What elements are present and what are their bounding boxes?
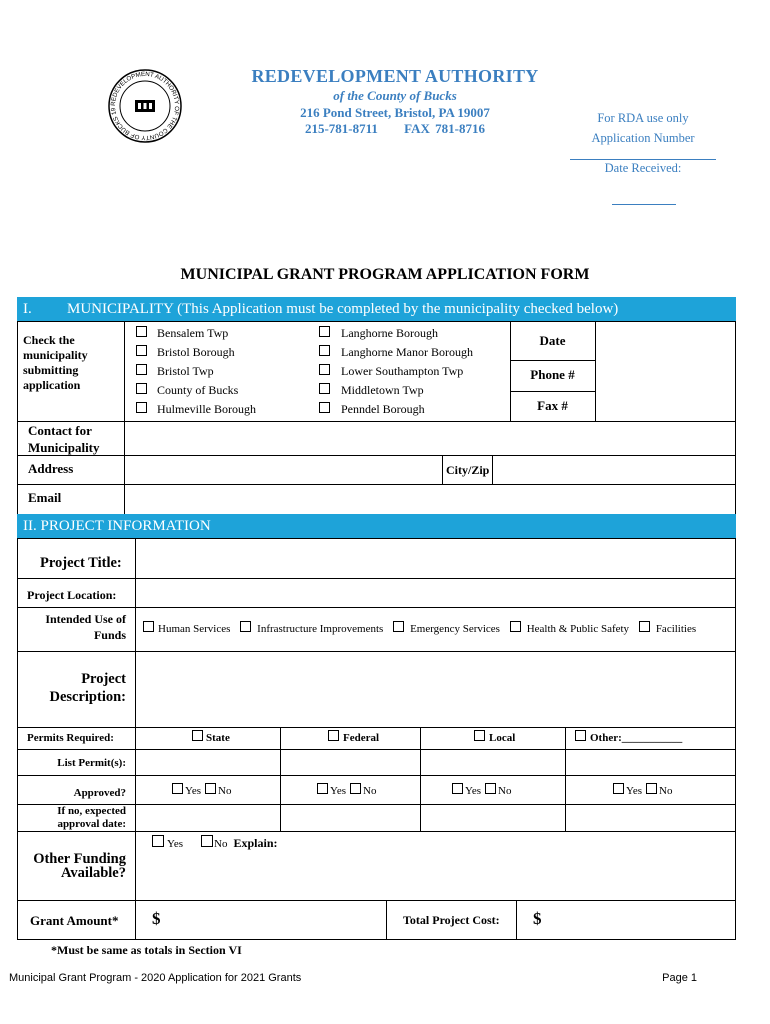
expected-approval-label: If no, expected approval date: <box>57 805 126 830</box>
project-title-field[interactable] <box>136 539 735 577</box>
checkbox[interactable] <box>639 621 650 632</box>
checkbox[interactable] <box>136 326 147 337</box>
section1-header <box>17 297 736 321</box>
use-option[interactable]: Infrastructure Improvements <box>240 623 383 635</box>
section1-number: I. <box>23 301 32 317</box>
checkbox[interactable] <box>575 730 586 741</box>
section2-title: II. PROJECT INFORMATION <box>23 518 211 534</box>
grant-note: *Must be same as totals in Section VI <box>51 943 242 957</box>
svg-text:REDEVELOPMENT AUTHORITY OF THE: REDEVELOPMENT AUTHORITY OF THE COUNTY OF BUCKS 19 <box>109 70 181 142</box>
check-municipality-label: Check the municipality submitting application <box>23 333 88 392</box>
email-label: Email <box>28 490 62 505</box>
footer-left: Municipal Grant Program - 2020 Application for 2021 Grants <box>9 972 302 984</box>
use-option[interactable]: Facilities <box>639 623 696 635</box>
checkbox[interactable] <box>172 783 183 794</box>
permit-state[interactable]: State <box>192 730 230 744</box>
email-field[interactable] <box>125 485 735 514</box>
checkbox[interactable] <box>205 783 216 794</box>
use-option[interactable]: Emergency Services <box>393 623 500 635</box>
checkbox[interactable] <box>613 783 624 794</box>
section2-header <box>17 514 736 538</box>
project-title-label: Project Title: <box>40 555 122 571</box>
municipality-option[interactable]: Langhorne Manor Borough <box>319 343 473 362</box>
checkbox[interactable] <box>136 402 147 413</box>
checkbox[interactable] <box>136 345 147 356</box>
municipality-option[interactable]: Bensalem Twp <box>136 324 256 343</box>
municipality-option[interactable]: Langhorne Borough <box>319 324 473 343</box>
municipality-option[interactable]: County of Bucks <box>136 381 256 400</box>
fax-label: Fax # <box>537 398 568 413</box>
contact-label: Contact for Municipality <box>28 423 100 455</box>
checkbox[interactable] <box>201 835 213 847</box>
municipality-option[interactable]: Hulmeville Borough <box>136 400 256 419</box>
approved-local[interactable]: Yes No <box>452 783 511 797</box>
municipality-list-left <box>136 324 256 419</box>
checkbox[interactable] <box>317 783 328 794</box>
date-label: Date <box>539 333 566 348</box>
project-description-field[interactable] <box>136 652 735 726</box>
municipality-option[interactable]: Bristol Twp <box>136 362 256 381</box>
municipality-option[interactable]: Bristol Borough <box>136 343 256 362</box>
form-title: MUNICIPAL GRANT PROGRAM APPLICATION FORM <box>180 266 590 283</box>
rda-use-label: For RDA use only <box>597 111 689 125</box>
phone-label: Phone # <box>530 367 575 382</box>
checkbox[interactable] <box>452 783 463 794</box>
checkbox[interactable] <box>240 621 251 632</box>
approved-federal[interactable]: Yes No <box>317 783 376 797</box>
project-description-label: Project Description: <box>49 671 126 705</box>
application-number-label: Application Number <box>591 131 695 145</box>
checkbox[interactable] <box>474 730 485 741</box>
checkbox[interactable] <box>485 783 496 794</box>
checkbox[interactable] <box>192 730 203 741</box>
project-location-label: Project Location: <box>27 588 117 602</box>
authority-seal <box>107 68 183 144</box>
section1-title: MUNICIPALITY (This Application must be completed by the municipality checked below) <box>67 301 619 317</box>
checkbox[interactable] <box>319 383 330 394</box>
fax-field[interactable] <box>596 392 735 420</box>
permit-other[interactable]: Other:___________ <box>575 730 682 744</box>
other-funding-options: Yes No Explain: <box>152 834 277 852</box>
contact-field[interactable] <box>125 422 735 454</box>
checkbox[interactable] <box>143 621 154 632</box>
checkbox[interactable] <box>328 730 339 741</box>
grant-amount-label: Grant Amount* <box>30 913 119 928</box>
checkbox[interactable] <box>152 835 164 847</box>
list-permits-field[interactable] <box>136 750 735 774</box>
other-funding-explain-field[interactable] <box>136 850 735 899</box>
municipality-option[interactable]: Penndel Borough <box>319 400 473 419</box>
org-phone-fax <box>200 121 590 137</box>
explain-label: Explain: <box>233 836 278 850</box>
list-permits-label: List Permit(s): <box>57 757 126 769</box>
municipality-list-right <box>319 324 473 419</box>
org-subtitle: of the County of Bucks <box>333 88 457 103</box>
approved-state[interactable]: Yes No <box>172 783 231 797</box>
checkbox[interactable] <box>319 364 330 375</box>
permit-local[interactable]: Local <box>474 730 515 744</box>
cityzip-label: City/Zip <box>446 463 490 477</box>
other-funding-label: Other Funding Available? <box>33 851 126 881</box>
checkbox[interactable] <box>319 345 330 356</box>
permit-federal[interactable]: Federal <box>328 730 379 744</box>
org-address: 216 Pond Street, Bristol, PA 19007 <box>300 105 490 120</box>
municipality-option[interactable]: Middletown Twp <box>319 381 473 400</box>
permits-required-label: Permits Required: <box>27 732 114 744</box>
project-location-field[interactable] <box>136 579 735 606</box>
date-received-line[interactable] <box>612 204 676 205</box>
org-fax: FAX 781-8716 <box>404 121 486 136</box>
total-cost-label: Total Project Cost: <box>403 913 500 927</box>
total-dollar-sign: $ <box>533 909 542 928</box>
checkbox[interactable] <box>319 402 330 413</box>
org-phone: 215-781-8711 <box>304 121 378 136</box>
phone-field[interactable] <box>596 361 735 390</box>
checkbox[interactable] <box>350 783 361 794</box>
checkbox[interactable] <box>136 364 147 375</box>
use-option[interactable]: Health & Public Safety <box>510 623 629 635</box>
use-option[interactable]: Human Services <box>143 623 230 635</box>
address-label: Address <box>28 461 74 476</box>
checkbox[interactable] <box>393 621 404 632</box>
approved-other[interactable]: Yes No <box>613 783 672 797</box>
date-received-label: Date Received: <box>604 161 682 175</box>
address-field[interactable] <box>125 456 441 483</box>
checkbox[interactable] <box>136 383 147 394</box>
page-number: Page 1 <box>662 972 697 984</box>
total-cost-field[interactable] <box>548 901 735 939</box>
application-number-line[interactable] <box>570 159 716 160</box>
municipality-option[interactable]: Lower Southampton Twp <box>319 362 473 381</box>
date-field[interactable] <box>596 322 735 359</box>
approved-label: Approved? <box>73 787 126 799</box>
intended-use-label: Intended Use of Funds <box>45 612 126 642</box>
org-title: REDEVELOPMENT AUTHORITY <box>251 66 539 86</box>
checkbox[interactable] <box>319 326 330 337</box>
intended-use-options <box>143 621 696 635</box>
cityzip-field[interactable] <box>493 456 735 483</box>
checkbox[interactable] <box>646 783 657 794</box>
grant-dollar-sign: $ <box>152 909 161 928</box>
grant-amount-field[interactable] <box>168 901 385 939</box>
checkbox[interactable] <box>510 621 521 632</box>
